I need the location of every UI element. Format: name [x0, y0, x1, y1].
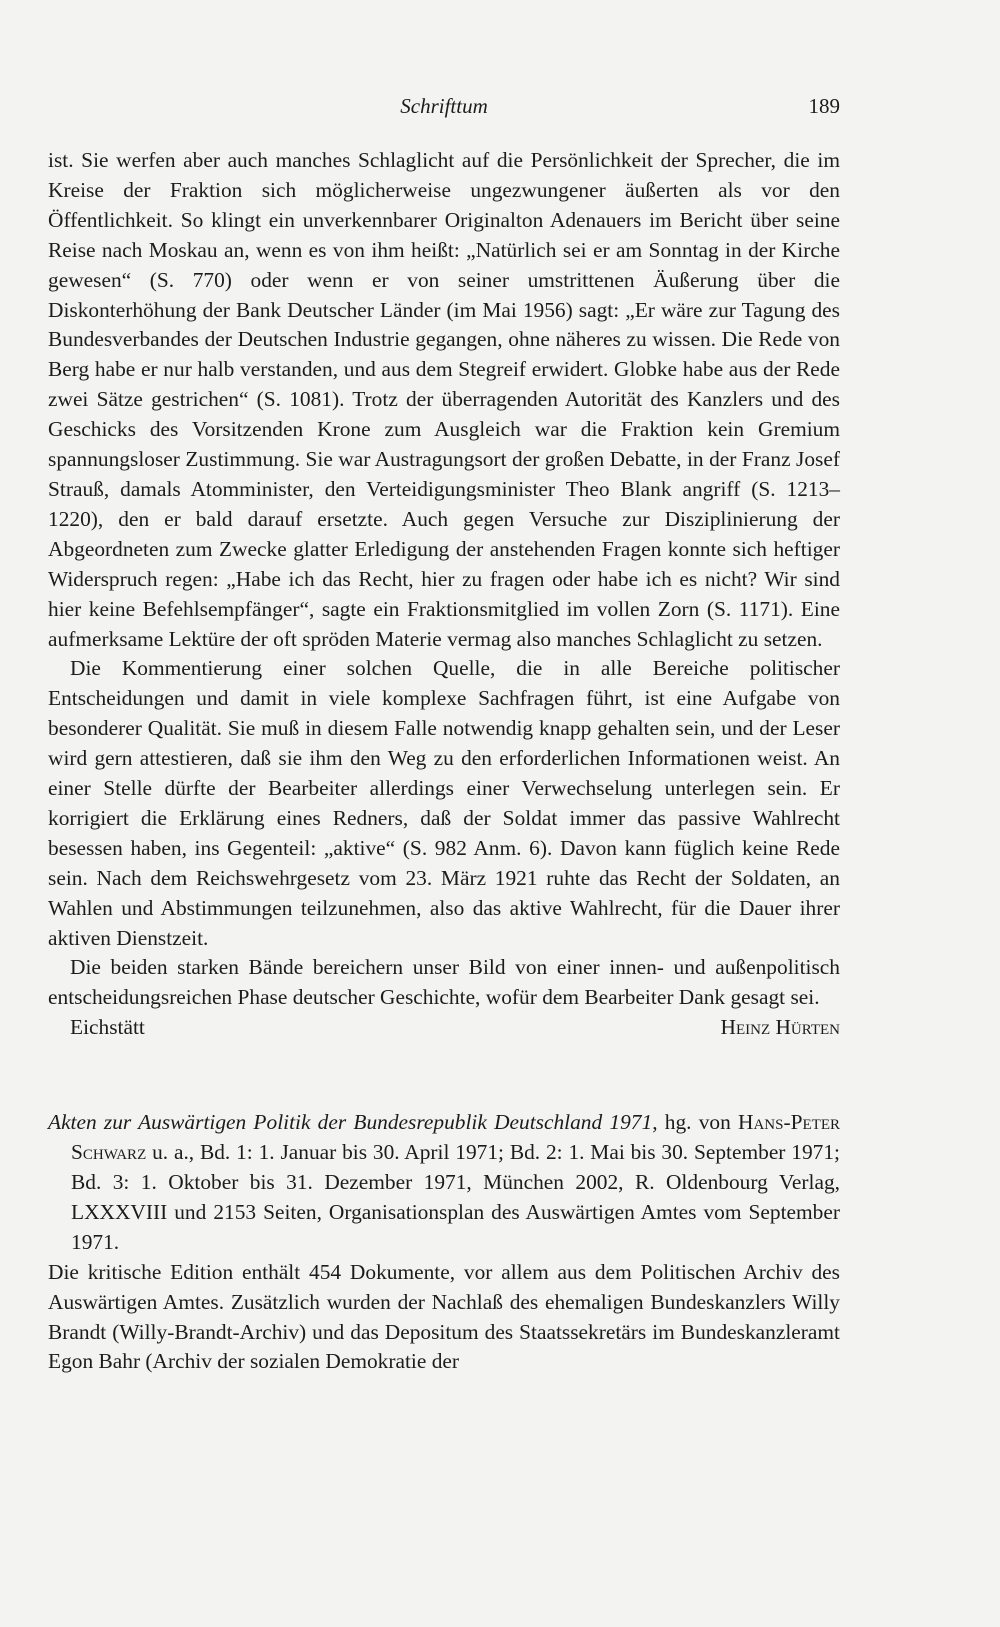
review-bibliographic-heading	[48, 1108, 840, 1258]
running-head	[48, 94, 840, 124]
review-paragraph: Die kritische Edition enthält 454 Dokumente, vor allem aus dem Politischen Archiv des Auswärtigen Amtes. Zusätzlich wurden der Nachlaß des ehemaligen Bundeskanzlers Willy Brandt (Willy-Brandt-Archiv) und das Depositum des Staatssekretärs im Bundeskanzleramt Egon Bahr (Archiv der sozialen Demokratie der	[48, 1259, 840, 1374]
running-title: Schrifttum	[400, 94, 488, 118]
paragraph-conclusion: Die beiden starken Bände bereichern unser Bild von einer innen- und außenpolitisch entscheidungsreichen Phase deutscher Geschichte, wofür dem Bearbeiter Dank gesagt sei.	[48, 955, 840, 1010]
review-signature	[48, 1013, 840, 1043]
editor-prefix: , hg. von	[652, 1110, 731, 1135]
book-details: u. a., Bd. 1: 1. Januar bis 30. April 1971; Bd. 2: 1. Mai bis 30. September 1971; Bd. 3: 1. Oktober bis 31. Dezember 1971, München 2002, R. Oldenbourg Verlag, LXXXVIII und 2153 Seiten, Organisationsplan des Auswärtigen Amtes vom September 1971.	[71, 1140, 840, 1254]
paragraph-continued: ist. Sie werfen aber auch manches Schlaglicht auf die Persönlichkeit der Sprecher, die im Kreise der Fraktion sich möglicherweise ungezwungener äußerten als vor den Öffentlichkeit. So klingt ein unverkennbarer Originalton Adenauers im Bericht über seine Reise nach Moskau an, wenn es von ihm heißt: „Natürlich sei er am Sonntag in der Kirche gewesen“ (S. 770) oder wenn er von seiner umstrittenen Äußerung über die Diskonterhöhung der Bank Deutscher Länder (im Mai 1956) sagt: „Er wäre zur Tagung des Bundesverbandes der Deutschen Industrie gegangen, ohne näheres zu wissen. Die Rede von Berg habe er nur halb verstanden, und aus dem Stegreif erwidert. Globke habe aus der Rede zwei Sätze gestrichen“ (S. 1081). Trotz der überragenden Autorität des Kanzlers und des Geschicks des Vorsitzenden Krone zum Ausgleich war die Fraktion kein Gremium spannungsloser Zustimmung. Sie war Austragungsort der großen Debatte, in der Franz Josef Strauß, damals Atomminister, den Verteidigungsminister Theo Blank angriff (S. 1213–1220), den er bald darauf ersetzte. Auch gegen Versuche zur Disziplinierung der Abgeordneten zum Zwecke glatter Erledigung der anstehenden Fragen konnte sich heftiger Widerspruch regen: „Habe ich das Recht, hier zu fragen oder habe ich es nicht? Wir sind hier keine Befehlsempfänger“, sagte ein Fraktionsmitglied im vollen Zorn (S. 1171). Eine aufmerksame Lektüre der oft spröden Materie vermag also manches Schlaglicht zu setzen.	[48, 148, 840, 651]
signature-place: Eichstätt	[70, 1015, 145, 1040]
body-text	[48, 146, 840, 1377]
editor-name: Hans-Peter Schwarz	[71, 1110, 840, 1165]
paragraph-commentary: Die Kommentierung einer solchen Quelle, die in alle Bereiche politischer Entscheidungen und damit in viele komplexe Sachfragen führt, ist eine Aufgabe von besonderer Qualität. Sie muß in diesem Falle notwendig knapp gehalten sein, und der Leser wird gern attestieren, daß sie ihm den Weg zu den erforderlichen Informationen weist. An einer Stelle dürfte der Bearbeiter allerdings einer Verwechselung unterlegen sein. Er korrigiert die Erklärung eines Redners, daß der Soldat immer das passive Wahlrecht besessen haben, ins Gegenteil: „aktive“ (S. 982 Anm. 6). Davon kann füglich keine Rede sein. Nach dem Reichswehrgesetz vom 23. März 1921 ruhte das Recht der Soldaten, an Wahlen und Abstimmungen teilzunehmen, also das aktive Wahlrecht, für die Dauer ihrer aktiven Dienstzeit.	[48, 656, 840, 950]
page-number: 189	[808, 94, 840, 118]
signature-author: Heinz Hürten	[720, 1015, 840, 1040]
book-title: Akten zur Auswärtigen Politik der Bundesrepublik Deutschland 1971	[48, 1110, 653, 1135]
